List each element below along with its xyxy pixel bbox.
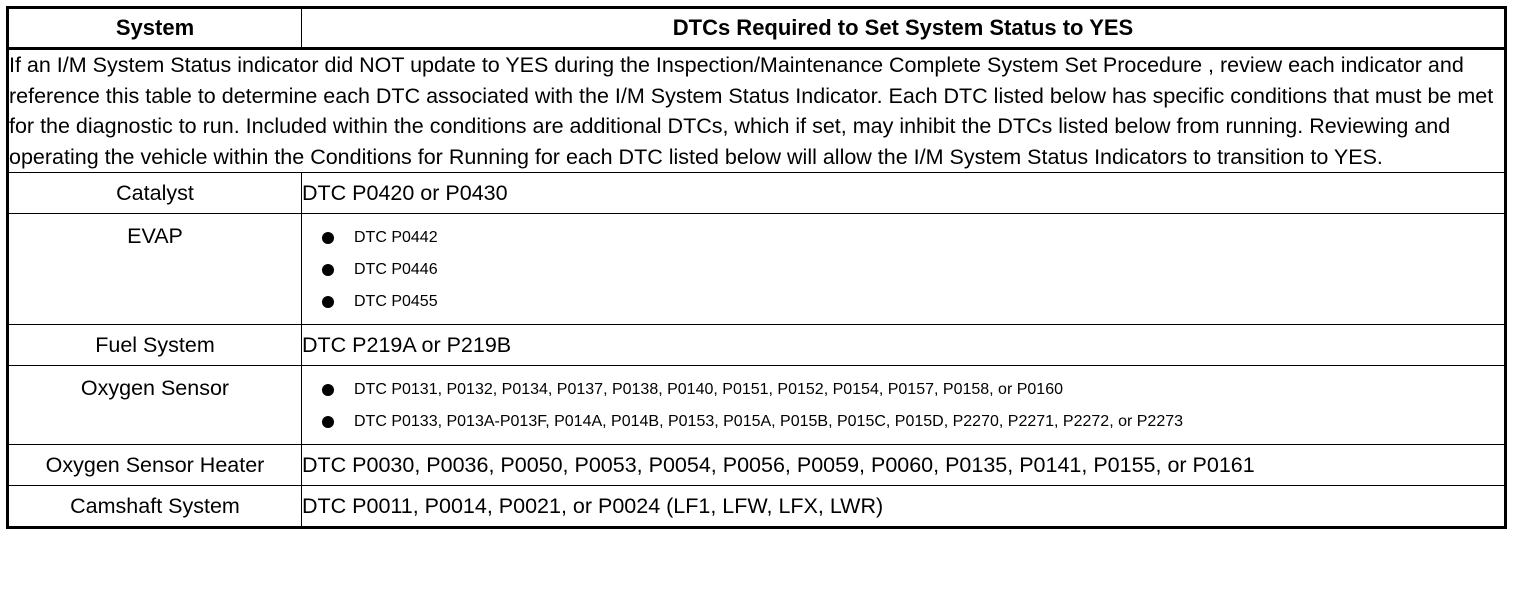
dtc-bullet-list [302,214,1504,324]
intro-row [8,49,1506,173]
dtc-bullet-list [302,366,1504,444]
system-cell: Fuel System [8,325,302,366]
dtc-text: DTC P0131, P0132, P0134, P0137, P0138, P0140, P0151, P0152, P0154, P0157, P0158, or P0160 [354,381,1063,398]
bullet-icon [322,296,334,308]
system-cell: Catalyst [8,173,302,214]
table-row [8,366,1506,445]
dtc-cell: DTC P219A or P219B [302,325,1506,366]
bullet-icon [322,264,334,276]
table-header-row [8,8,1506,49]
dtc-cell: DTC P0420 or P0430 [302,173,1506,214]
list-item [318,222,1504,254]
table-row [8,486,1506,528]
bullet-icon [322,232,334,244]
dtc-cell: DTC P0011, P0014, P0021, or P0024 (LF1, LFW, LFX, LWR) [302,486,1506,528]
list-item [318,254,1504,286]
list-item [318,374,1504,406]
dtc-text: DTC P0442 [354,229,438,246]
table-row [8,214,1506,325]
bullet-icon [322,416,334,428]
dtc-text: DTC P0133, P013A-P013F, P014A, P014B, P0153, P015A, P015B, P015C, P015D, P2270, P2271, P2272, or P2273 [354,413,1184,430]
system-cell: Oxygen Sensor Heater [8,445,302,486]
dtc-cell: DTC P0030, P0036, P0050, P0053, P0054, P0056, P0059, P0060, P0135, P0141, P0155, or P0161 [302,445,1506,486]
dtc-text: DTC P0455 [354,293,438,310]
table-row [8,325,1506,366]
header-system: System [8,8,302,49]
system-cell: EVAP [8,214,302,325]
dtc-requirements-table [6,6,1507,529]
dtc-cell [302,366,1506,445]
table-row [8,173,1506,214]
dtc-cell [302,214,1506,325]
system-cell: Camshaft System [8,486,302,528]
list-item [318,406,1504,438]
header-dtcs: DTCs Required to Set System Status to YES [302,8,1506,49]
table-row [8,445,1506,486]
list-item [318,286,1504,318]
bullet-icon [322,384,334,396]
dtc-text: DTC P0446 [354,261,438,278]
intro-text: If an I/M System Status indicator did NOT update to YES during the Inspection/Maintenance Complete System Set Procedure , review each indicator and reference this table to determine each DTC associated with the I/M System Status Indicator. Each DTC listed below has specific conditions that must be met for the diagnostic to run. Included within the conditions are additional DTCs, which if set, may inhibit the DTCs listed below from running. Reviewing and operating the vehicle within the Conditions for Running for each DTC listed below will allow the I/M System Status Indicators to transition to YES. [8,49,1506,173]
system-cell: Oxygen Sensor [8,366,302,445]
